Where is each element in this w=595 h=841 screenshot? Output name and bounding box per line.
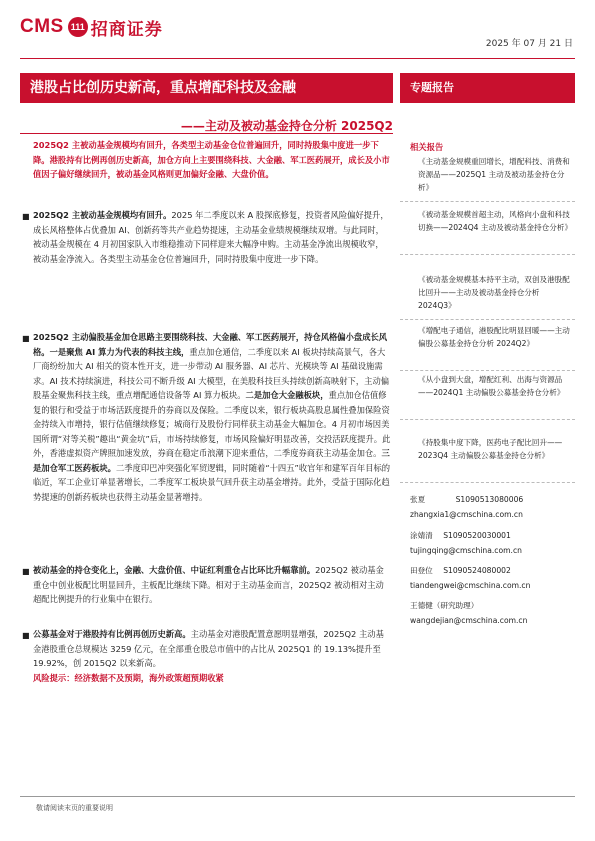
related-report-link[interactable]: 《增配电子通信，港股配比明显回暖——主动偏股公募基金持仓分析 2024Q2》: [418, 326, 570, 348]
paragraph-passive-fund: [33, 563, 391, 607]
paragraph-hk-stocks: [33, 627, 391, 671]
sidebar-divider: [400, 482, 575, 483]
sidebar-divider: [400, 254, 575, 255]
report-subtitle: ——主动及被动基金持仓分析 2025Q2: [180, 119, 393, 133]
analyst-email[interactable]: zhangxia1@cmschina.com.cn: [410, 510, 523, 519]
analyst-email[interactable]: tujingqing@cmschina.com.cn: [410, 546, 522, 555]
related-report-link[interactable]: 《被动基金规模基本持平主动，双创及港股配比回升——主动及被动基金持仓分析 2024Q3》: [418, 275, 570, 310]
analyst-name: [410, 565, 511, 576]
paragraph-lead: 2025Q2 主动偏股基金加仓思路主要围绕科技、大金融、军工医药展开，持仓风格偏小盘成长风格。: [33, 332, 388, 357]
sidebar-divider: [400, 370, 575, 371]
logo-badge-icon: 111: [68, 17, 88, 37]
paragraph-active-fund-allocation: [33, 330, 391, 504]
analyst-name-text: 田登位: [410, 566, 433, 575]
footer-note: 敬请阅读末页的重要说明: [36, 804, 113, 812]
paragraph-lead: 2025Q2 主被动基金规模均有回升。: [33, 210, 172, 220]
analyst-name-text: 涂婧清: [410, 531, 433, 540]
paragraph-fund-scale: [33, 208, 391, 266]
related-report-link[interactable]: 《被动基金规模首超主动，风格向小盘和科技切换——2024Q4 主动及被动基金持仓分析》: [418, 210, 573, 232]
paragraph-point-three: 三是加仓军工医药板块。: [33, 448, 390, 473]
analyst-email[interactable]: tiandengwei@cmschina.com.cn: [410, 581, 531, 590]
footer-divider: [20, 796, 575, 797]
paragraph-body: 2025 年二季度以来 A 股探底修复，投资者风险偏好提升，成长风格整体占优叠加 AI、创新药等共产业趋势提速，主动基金业绩规模继续双增。与此同时，被动基金规模在 4 月初国家队入市维稳推动下同样迎来大幅净申购。主动基金净流出规模收窄，被动基金净流入。各类型主动基金仓位普遍回升，同时持股集中度进一步下降。: [33, 210, 389, 264]
paragraph-lead: 被动基金的持仓变化上，金融、大盘价值、中证红利重仓占比环比升幅靠前。: [33, 565, 316, 575]
analyst-name: [410, 600, 478, 611]
risk-warning: 风险提示：经济数据不及预期，海外政策超预期收紧: [33, 673, 224, 683]
sidebar-divider: [400, 319, 575, 320]
paragraph-body: 二季度印巴冲突强化军贸逻辑，同时随着“十四五”收官年和建军百年目标的临近，军工企业订单显著增长，二季度军工板块景气回升获主动基金增持。此外，受益于国际化趋势提速的创新药板块也获得主动基金显著增持。: [33, 462, 391, 502]
sidebar-divider: [400, 419, 575, 420]
related-reports-title: 相关报告: [410, 142, 444, 152]
sidebar-divider: [400, 201, 575, 202]
analyst-name: [410, 494, 523, 505]
analyst-license: S1090520030001: [443, 531, 511, 540]
report-date: 2025 年 07 月 21 日: [485, 39, 573, 49]
paragraph-point-two: 二是加仓大金融板块，: [245, 390, 329, 400]
paragraph-point-one: 一是聚焦 AI 算力为代表的科技主线，: [49, 346, 190, 357]
summary-text: 2025Q2 主被动基金规模均有回升，各类型主动基金仓位普遍回升，同时持股集中度进一步下降。港股持有比例再创历史新高，加仓方向上主要围绕科技、大金融、军工医药展开，成长及小市值因子偏好继续回升，被动基金风格则更加偏好金融、大盘价值。: [33, 140, 390, 179]
header-divider: [20, 58, 575, 59]
related-report-link[interactable]: 《从小盘到大盘，增配红利、出海与资源品——2024Q1 主动偏股公募基金持仓分析》: [418, 375, 565, 397]
paragraph-body: 重点加仓估值修复的银行和受益于市场活跃度提升的券商以及保险。二季度以来，银行板块高股息属性叠加保险资金持续入市增持，银行估值继续修复；城商行及股份行同样获主动基金大幅加仓。4 月初市场因美国所谓“对等关税”趣出“黄金坑”后，市场持续修复，市场风险偏好明显改善，交投活跃度提升。此外，香港虚拟资产牌照加速发放，券商在稳定币浪潮下迎来重估，二季度券商获主动基金加仓。: [33, 390, 391, 458]
analyst-license: S1090513080006: [455, 495, 524, 504]
bullet-icon: ■: [22, 567, 30, 576]
bullet-icon: ■: [22, 631, 30, 640]
analyst-name-text: 张夏: [410, 495, 426, 504]
paragraph-body: 2025Q2 被动基金重仓中创业板配比明显回升，主板配比继续下降。相对于主动基金而言，2025Q2 被动相对主动超配比例提升的行业集中在银行。: [33, 565, 384, 604]
sidebar-header: 专题报告: [400, 73, 575, 103]
analyst-license: S1090524080002: [443, 566, 511, 575]
related-report-link[interactable]: 《持股集中度下降，医药电子配比回升——2023Q4 主动偏股公募基金持仓分析》: [418, 438, 563, 460]
paragraph-lead: 公募基金对于港股持有比例再创历史新高。: [33, 629, 191, 639]
logo-cms-text: CMS: [20, 16, 64, 37]
analyst-email[interactable]: wangdejian@cmschina.com.cn: [410, 616, 528, 625]
paragraph-body: 重点加仓通信，二季度以来 AI 板块持续高景气，各大厂商纷纷加大 AI 相关的资本性开支，进一步带动 AI 服务器、AI 芯片、光模块等 AI 基础设施需求。AI 技术持续演进，科技公司不断升级 AI 大模型，在美股科技巨头持续创新高映射下，主动偏股基金聚焦科技主线，重点增配通信设备等 AI 算力板块。: [33, 346, 390, 400]
bullet-icon: ■: [22, 334, 30, 343]
report-title: 港股占比创历史新高，重点增配科技及金融: [20, 73, 393, 103]
subtitle-divider: [20, 133, 393, 134]
related-report-link[interactable]: 《主动基金规模重回增长，增配科技、消费和资源品——2025Q1 主动及被动基金持仓分析》: [418, 157, 570, 192]
bullet-icon: ■: [22, 212, 30, 221]
logo-chinese-text: 招商证券: [90, 19, 163, 40]
analyst-name-text: 王德健（研究助理）: [410, 601, 479, 610]
analyst-name: [410, 530, 511, 541]
paragraph-body: 主动基金对港股配置意愿明显增强，2025Q2 主动基金港股重仓总规模达 3259 亿元，在全部重仓股总市值中的占比从 2025Q1 的 19.13%提升至 19.92%，创 2015Q2 以来新高。: [33, 629, 384, 668]
brand-logo: [20, 14, 163, 40]
